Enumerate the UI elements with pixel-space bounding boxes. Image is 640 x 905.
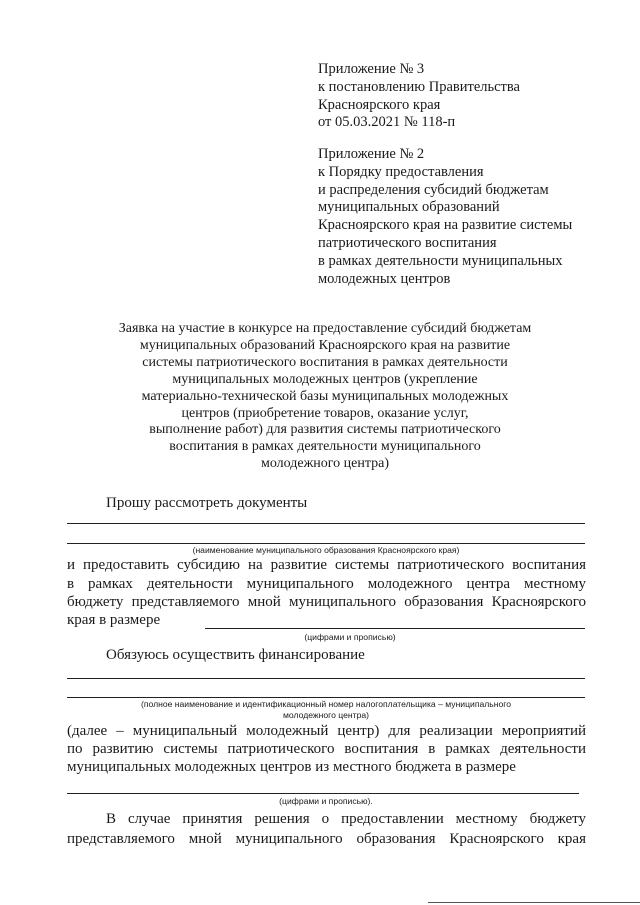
amount-field-line-2[interactable] bbox=[67, 793, 579, 794]
title-line: муниципальных образований Красноярского края на развитие bbox=[139, 337, 511, 353]
paragraph-1-line: и предоставить субсидию на развитие системы патриотического воспитания bbox=[67, 557, 586, 573]
appendix-3-block bbox=[318, 61, 520, 132]
scan-edge-line bbox=[428, 902, 640, 903]
title-line: молодежного центра) bbox=[260, 456, 390, 472]
paragraph-3-line: представляемого мной муниципального образования Красноярского края bbox=[67, 831, 586, 847]
appendix-2-line: патриотического воспитания bbox=[318, 234, 497, 251]
amount-caption-1: (цифрами и прописью) bbox=[304, 632, 396, 642]
appendix-2-line: молодежных центров bbox=[318, 270, 451, 287]
paragraph-2-line: по развитию системы патриотического воспитания в рамках деятельности bbox=[67, 741, 586, 757]
amount-field-line-1[interactable] bbox=[205, 628, 585, 629]
municipality-caption: (наименование муниципального образования Красноярского края) bbox=[192, 545, 460, 555]
paragraph-1-line: в рамках деятельности муниципального молодежного центра местному bbox=[67, 576, 586, 592]
appendix-2-line: к Порядку предоставления bbox=[318, 163, 484, 180]
paragraph-2-last-line: муниципальных молодежных центров из местного бюджета в размере bbox=[67, 759, 516, 775]
title-line: системы патриотического воспитания в рамках деятельности bbox=[142, 354, 508, 370]
title-line: выполнение работ) для развития системы патриотического bbox=[149, 422, 501, 438]
appendix-3-line: к постановлению Правительства bbox=[318, 78, 520, 95]
paragraph-1-last-line: края в размере bbox=[67, 612, 161, 628]
center-caption-line-2: молодежного центра) bbox=[283, 710, 369, 720]
paragraph-1-line: бюджету представляемого мной муниципального образования Красноярского bbox=[67, 594, 586, 610]
appendix-2-line: и распределения субсидий бюджетам bbox=[318, 181, 549, 198]
title-line: материально-технической базы муниципальных молодежных bbox=[141, 388, 509, 404]
center-field-line-2[interactable] bbox=[67, 697, 585, 698]
municipality-field-line-1[interactable] bbox=[67, 523, 585, 524]
title-line: Заявка на участие в конкурсе на предоставление субсидий бюджетам bbox=[118, 321, 532, 336]
appendix-3-line: Приложение № 3 bbox=[318, 61, 425, 77]
municipality-field-line-2[interactable] bbox=[67, 543, 585, 544]
appendix-3-line: Красноярского края bbox=[318, 96, 441, 113]
paragraph-3-line: В случае принятия решения о предоставлении местному бюджету bbox=[106, 811, 586, 827]
application-title bbox=[60, 321, 590, 473]
title-line: воспитания в рамках деятельности муниципального bbox=[169, 439, 481, 455]
appendix-3-line: от 05.03.2021 № 118-п bbox=[318, 114, 456, 131]
title-line: центров (приобретение товаров, оказание услуг, bbox=[181, 405, 469, 421]
title-line: муниципальных молодежных центров (укрепление bbox=[172, 371, 478, 387]
appendix-2-line: Приложение № 2 bbox=[318, 146, 425, 162]
appendix-2-line: Красноярского края на развитие системы bbox=[318, 217, 573, 234]
paragraph-2-line: (далее – муниципальный молодежный центр) для реализации мероприятий bbox=[67, 723, 586, 739]
appendix-2-line: в рамках деятельности муниципальных bbox=[318, 252, 563, 269]
center-field-line-1[interactable] bbox=[67, 678, 585, 679]
request-text: Прошу рассмотреть документы bbox=[106, 495, 308, 511]
appendix-2-block bbox=[318, 146, 572, 288]
appendix-2-line: муниципальных образований bbox=[318, 199, 500, 216]
center-caption-line-1: (полное наименование и идентификационный номер налогоплательщика – муниципального bbox=[140, 699, 512, 709]
commitment-text: Обязуюсь осуществить финансирование bbox=[106, 647, 365, 663]
amount-caption-2: (цифрами и прописью). bbox=[279, 796, 373, 806]
